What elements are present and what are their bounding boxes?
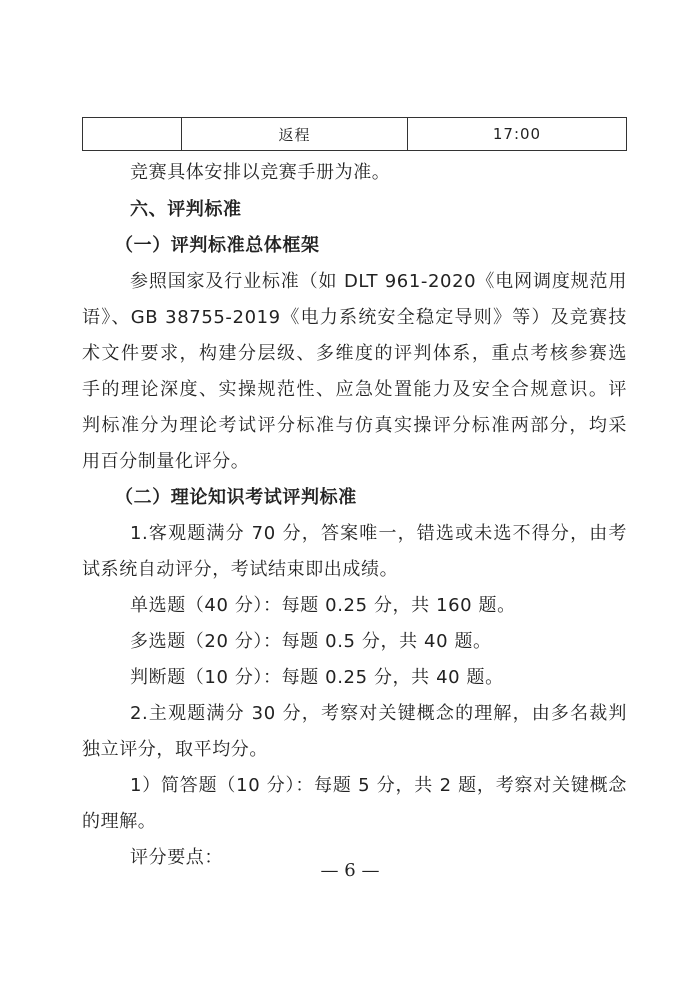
list-item-true-false: 判断题（10 分）：每题 0.25 分，共 40 题。	[130, 667, 504, 688]
body-paragraph-line: 2.主观题满分 30 分，考察对关键概念的理解，由多名裁判	[130, 703, 627, 724]
schedule-table	[82, 117, 627, 151]
subsection-heading: （二）理论知识考试评判标准	[115, 487, 357, 508]
body-paragraph-line: 参照国家及行业标准（如 DLT 961-2020《电网调度规范用	[130, 271, 627, 292]
table-cell-time: 17:00	[408, 118, 627, 151]
body-paragraph-line: 手的理论深度、实操规范性、应急处置能力及安全合规意识。评	[82, 379, 627, 400]
section-heading: 六、评判标准	[130, 199, 242, 220]
body-paragraph-line: 判标准分为理论考试评分标准与仿真实操评分标准两部分，均采	[82, 415, 627, 436]
scoring-points-label: 评分要点：	[130, 847, 223, 868]
body-paragraph-line: 独立评分，取平均分。	[82, 739, 268, 760]
table-row	[83, 118, 627, 151]
list-item-multiple-choice: 多选题（20 分）：每题 0.5 分，共 40 题。	[130, 631, 492, 652]
subsection-heading: （一）评判标准总体框架	[115, 235, 320, 256]
body-paragraph-line: 语》、GB 38755-2019《电力系统安全稳定导则》等）及竞赛技	[82, 307, 627, 328]
body-paragraph-line: 1）简答题（10 分）：每题 5 分，共 2 题，考察对关键概念	[130, 775, 627, 796]
body-paragraph-line: 试系统自动评分，考试结束即出成绩。	[82, 559, 399, 580]
body-paragraph-line: 1.客观题满分 70 分，答案唯一，错选或未选不得分，由考	[130, 523, 627, 544]
table-cell-empty	[83, 118, 182, 151]
body-paragraph-line: 的理解。	[82, 811, 157, 832]
list-item-single-choice: 单选题（40 分）：每题 0.25 分，共 160 题。	[130, 595, 516, 616]
body-paragraph-note: 竞赛具体安排以竞赛手册为准。	[130, 162, 391, 183]
page-number: — 6 —	[320, 860, 380, 881]
body-paragraph-line: 用百分制量化评分。	[82, 451, 250, 472]
body-paragraph-line: 术文件要求，构建分层级、多维度的评判体系，重点考核参赛选	[82, 343, 627, 364]
table-cell-item: 返程	[182, 118, 408, 151]
